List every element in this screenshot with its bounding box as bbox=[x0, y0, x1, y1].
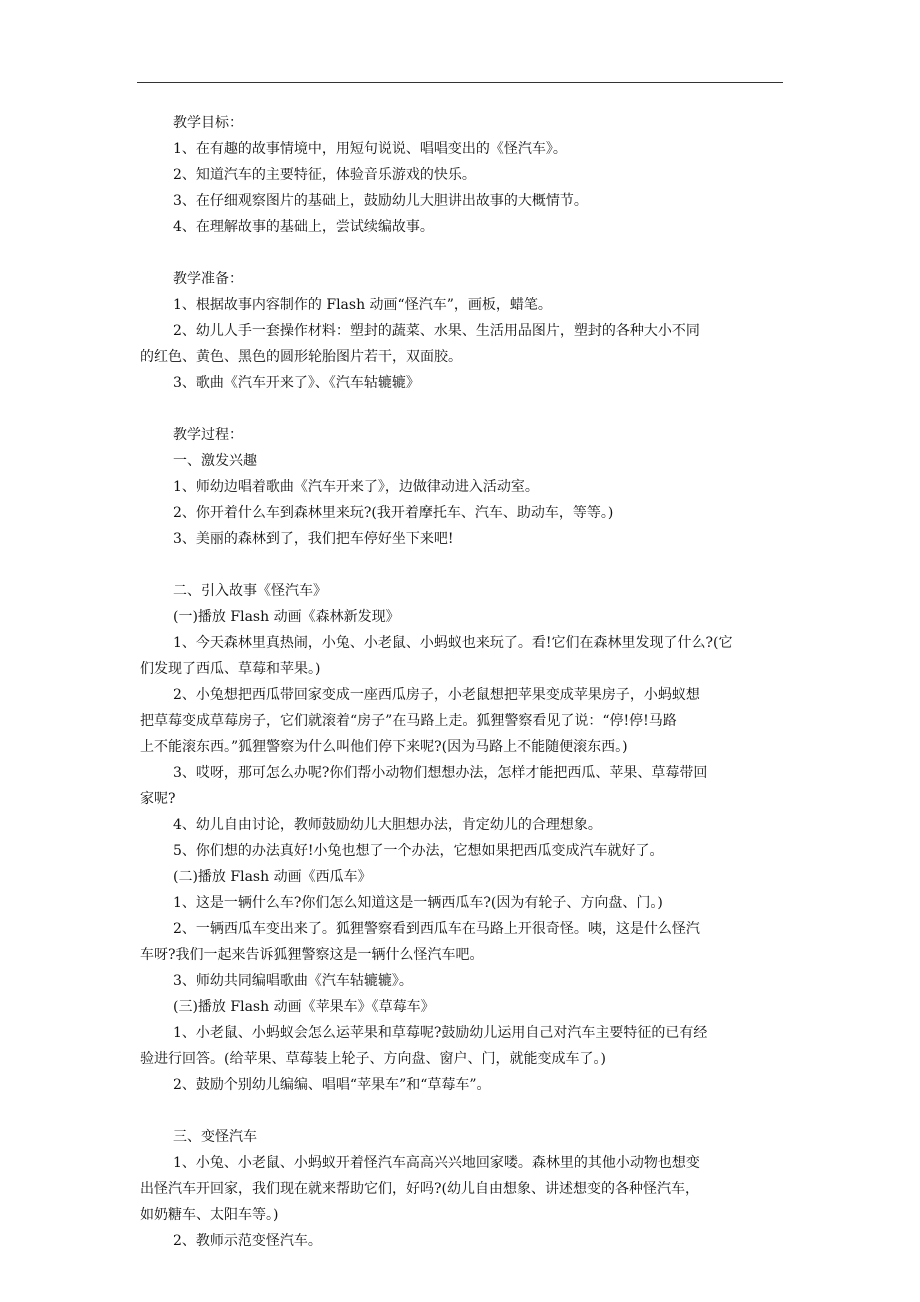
paragraph-line: 3、在仔细观察图片的基础上，鼓励幼儿大胆讲出故事的大概情节。 bbox=[173, 193, 588, 209]
paragraph-line: 1、小老鼠、小蚂蚁会怎么运苹果和草莓呢?鼓励幼儿运用自己对汽车主要特征的已有经 bbox=[173, 1025, 708, 1041]
paragraph-line: 如奶糖车、太阳车等。) bbox=[140, 1207, 279, 1223]
paragraph-line: 2、你开着什么车到森林里来玩?(我开着摩托车、汽车、助动车，等等。) bbox=[173, 505, 614, 521]
subsection-heading: (二)播放 Flash 动画《西瓜车》 bbox=[173, 869, 372, 885]
section-transform-car bbox=[140, 1124, 786, 1254]
paragraph-line: 3、美丽的森林到了，我们把车停好坐下来吧! bbox=[173, 531, 454, 547]
subsection-heading: (三)播放 Flash 动画《苹果车》《草莓车》 bbox=[173, 999, 435, 1015]
section-heading: 三、变怪汽车 bbox=[173, 1129, 257, 1145]
paragraph-line: 2、知道汽车的主要特征，体验音乐游戏的快乐。 bbox=[173, 167, 476, 183]
paragraph-line: 1、根据故事内容制作的 Flash 动画“怪汽车”，画板，蜡笔。 bbox=[173, 297, 552, 313]
paragraph-line: 的红色、黄色、黑色的圆形轮胎图片若干，双面胶。 bbox=[140, 349, 462, 365]
section-heading: 教学目标： bbox=[173, 115, 243, 131]
paragraph-line: 们发现了西瓜、草莓和苹果。) bbox=[140, 661, 321, 677]
paragraph-line: 2、小兔想把西瓜带回家变成一座西瓜房子，小老鼠想把苹果变成苹果房子，小蚂蚁想 bbox=[173, 687, 700, 703]
paragraph-line: 4、在理解故事的基础上，尝试续编故事。 bbox=[173, 219, 434, 235]
paragraph-line: 3、哎呀，那可怎么办呢?你们帮小动物们想想办法，怎样才能把西瓜、苹果、草莓带回 bbox=[173, 765, 708, 781]
section-goals bbox=[140, 110, 786, 240]
paragraph-line: 车呀?我们一起来告诉狐狸警察这是一辆什么怪汽车吧。 bbox=[140, 947, 484, 963]
paragraph-line: 1、今天森林里真热闹，小兔、小老鼠、小蚂蚁也来玩了。看!它们在森林里发现了什么?(它 bbox=[173, 635, 733, 651]
section-story bbox=[140, 578, 786, 1098]
subsection-heading: 一、激发兴趣 bbox=[173, 453, 257, 469]
paragraph-line: 2、鼓励个别幼儿编编、唱唱“苹果车”和“草莓车”。 bbox=[173, 1077, 491, 1093]
section-heading: 教学准备： bbox=[173, 271, 243, 287]
section-preparation bbox=[140, 266, 786, 396]
paragraph-line: 1、在有趣的故事情境中，用短句说说、唱唱变出的《怪汽车》。 bbox=[173, 141, 567, 157]
paragraph-line: 上不能滚东西。”狐狸警察为什么叫他们停下来呢?(因为马路上不能随便滚东西。) bbox=[140, 739, 628, 755]
paragraph-line: 2、教师示范变怪汽车。 bbox=[173, 1233, 322, 1249]
paragraph-line: 1、这是一辆什么车?你们怎么知道这是一辆西瓜车?(因为有轮子、方向盘、门。) bbox=[173, 895, 663, 911]
paragraph-line: 2、幼儿人手一套操作材料：塑封的蔬菜、水果、生活用品图片，塑封的各种大小不同 bbox=[173, 323, 700, 339]
section-heading: 教学过程： bbox=[173, 427, 243, 443]
paragraph-line: 5、你们想的办法真好!小兔也想了一个办法，它想如果把西瓜变成汽车就好了。 bbox=[173, 843, 664, 859]
paragraph-line: 家呢? bbox=[140, 791, 176, 807]
paragraph-line: 3、师幼共同编唱歌曲《汽车轱辘辘》。 bbox=[173, 973, 413, 989]
section-process bbox=[140, 422, 786, 552]
section-heading: 二、引入故事《怪汽车》 bbox=[173, 583, 327, 599]
document-body bbox=[140, 110, 786, 1280]
paragraph-line: 3、歌曲《汽车开来了》、《汽车轱辘辘》 bbox=[173, 375, 420, 391]
paragraph-line: 2、一辆西瓜车变出来了。狐狸警察看到西瓜车在马路上开很奇怪。咦，这是什么怪汽 bbox=[173, 921, 700, 937]
paragraph-line: 1、师幼边唱着歌曲《汽车开来了》，边做律动进入活动室。 bbox=[173, 479, 539, 495]
paragraph-line: 出怪汽车开回家，我们现在就来帮助它们，好吗?(幼儿自由想象、讲述想变的各种怪汽车， bbox=[140, 1181, 699, 1197]
paragraph-line: 验进行回答。(给苹果、草莓装上轮子、方向盘、窗户、门，就能变成车了。) bbox=[140, 1051, 606, 1067]
subsection-heading: (一)播放 Flash 动画《森林新发现》 bbox=[173, 609, 400, 625]
paragraph-line: 1、小兔、小老鼠、小蚂蚁开着怪汽车高高兴兴地回家喽。森林里的其他小动物也想变 bbox=[173, 1155, 700, 1171]
paragraph-line: 把草莓变成草莓房子，它们就滚着“房子”在马路上走。狐狸警察看见了说：“停!停!马路 bbox=[140, 713, 677, 729]
paragraph-line: 4、幼儿自由讨论，教师鼓励幼儿大胆想办法，肯定幼儿的合理想象。 bbox=[173, 817, 602, 833]
header-rule bbox=[137, 82, 783, 83]
